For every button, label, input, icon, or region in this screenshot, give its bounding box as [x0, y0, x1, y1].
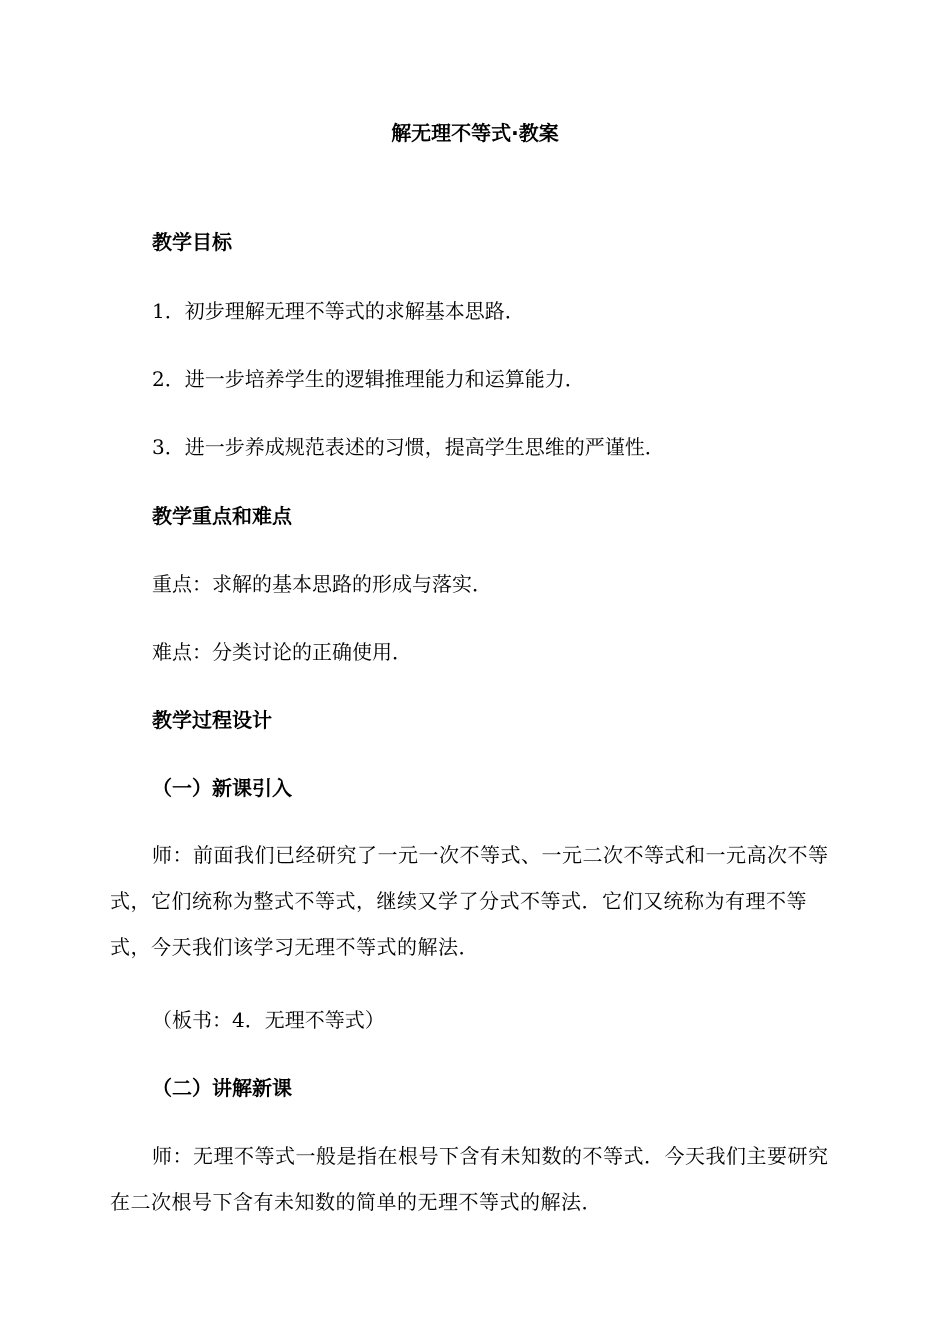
subheading-new-lesson-intro: （一）新课引入 [152, 776, 292, 800]
heading-teaching-goals: 教学目标 [152, 230, 232, 254]
heading-key-and-difficult-points: 教学重点和难点 [152, 504, 292, 528]
explain-paragraph: 师：无理不等式一般是指在根号下含有未知数的不等式．今天我们主要研究在二次根号下含有未知数的简单的无理不等式的解法． [110, 1144, 829, 1214]
heading-teaching-process: 教学过程设计 [152, 708, 272, 732]
intro-paragraph: 师：前面我们已经研究了一元一次不等式、一元二次不等式和一元高次不等式，它们统称为整式不等式，继续又学了分式不等式．它们又统称为有理不等式，今天我们该学习无理不等式的解法． [110, 843, 829, 959]
board-note: （板书：4．无理不等式） [152, 1008, 385, 1032]
document-title: 解无理不等式·教案 [391, 121, 559, 145]
goal-item-1: 1．初步理解无理不等式的求解基本思路． [152, 299, 525, 323]
subheading-explain-new-lesson: （二）讲解新课 [152, 1076, 292, 1100]
goal-item-3: 3．进一步养成规范表述的习惯，提高学生思维的严谨性． [152, 435, 665, 459]
key-point-text: 重点：求解的基本思路的形成与落实． [152, 572, 492, 596]
goal-item-2: 2．进一步培养学生的逻辑推理能力和运算能力． [152, 367, 585, 391]
difficult-point-text: 难点：分类讨论的正确使用． [152, 640, 412, 664]
